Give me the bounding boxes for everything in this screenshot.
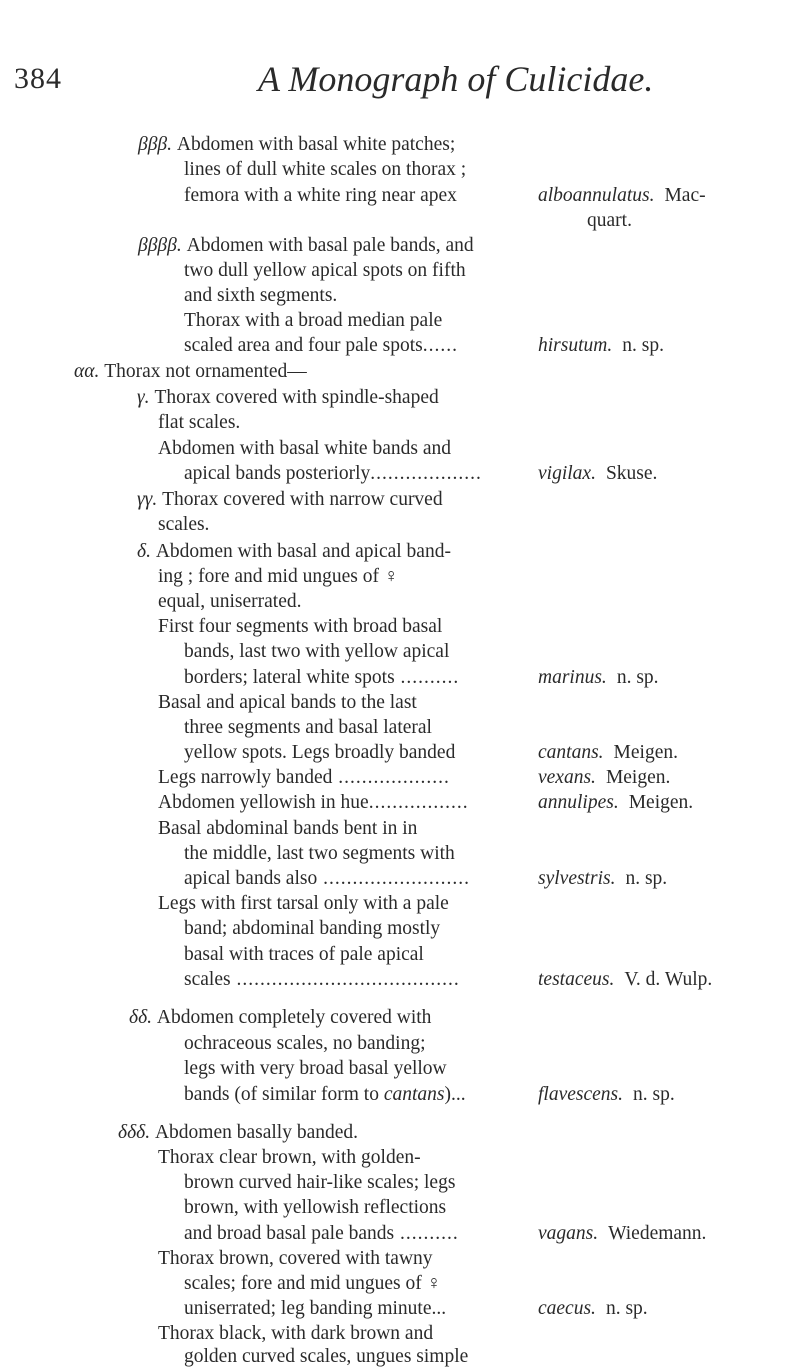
taxon-vigilax: vigilax. Skuse. (538, 463, 658, 484)
key-line: brown, with yellowish reflections (184, 1197, 447, 1218)
key-line: bands (of similar form to cantans)... (184, 1084, 466, 1105)
key-line: ββββ. Abdomen with basal pale bands, and (138, 235, 474, 256)
key-line: the middle, last two segments with (184, 843, 455, 864)
taxon-marinus: marinus. n. sp. (538, 667, 659, 688)
key-line: scales ...................................... (184, 969, 460, 990)
key-line: Legs narrowly banded ................... (158, 767, 450, 788)
key-line: yellow spots. Legs broadly banded (184, 742, 456, 763)
key-line: golden curved scales, ungues simple (184, 1346, 469, 1367)
taxon-caecus: caecus. n. sp. (538, 1298, 648, 1319)
key-line: two dull yellow apical spots on fifth (184, 260, 466, 281)
taxon-vagans: vagans. Wiedemann. (538, 1223, 707, 1244)
key-line: δδ. Abdomen completely covered with (129, 1007, 432, 1028)
taxon-authority-continued: quart. (587, 210, 632, 231)
key-line: apical bands posteriorly................... (184, 463, 482, 484)
key-line: and broad basal pale bands .......... (184, 1223, 459, 1244)
taxon-alboannulatus: alboannulatus. Mac- (538, 185, 706, 206)
key-line: lines of dull white scales on thorax ; (184, 159, 467, 180)
key-line: δ. Abdomen with basal and apical band- (137, 541, 451, 562)
key-line: γ. Thorax covered with spindle-shaped (137, 387, 439, 408)
key-line: and sixth segments. (184, 285, 338, 306)
key-line: γγ. Thorax covered with narrow curved (137, 489, 443, 510)
key-line: Basal abdominal bands bent in in (158, 818, 418, 839)
key-line: bands, last two with yellow apical (184, 641, 450, 662)
key-line: Abdomen yellowish in hue................. (158, 792, 469, 813)
key-line: equal, uniserrated. (158, 591, 302, 612)
key-line: ing ; fore and mid ungues of ♀ (158, 566, 399, 587)
key-line: scales. (158, 514, 210, 535)
key-line: Thorax black, with dark brown and (158, 1323, 434, 1344)
key-line: Abdomen with basal white bands and (158, 438, 451, 459)
taxon-flavescens: flavescens. n. sp. (538, 1084, 675, 1105)
key-line: flat scales. (158, 412, 241, 433)
taxon-cantans: cantans. Meigen. (538, 742, 678, 763)
taxon-hirsutum: hirsutum. n. sp. (538, 335, 664, 356)
taxon-vexans: vexans. Meigen. (538, 767, 671, 788)
key-line: three segments and basal lateral (184, 717, 432, 738)
key-line: band; abdominal banding mostly (184, 918, 441, 939)
running-head: A Monograph of Culicidae. (258, 59, 654, 99)
key-line: Thorax clear brown, with golden- (158, 1147, 421, 1168)
key-line: Thorax brown, covered with tawny (158, 1248, 433, 1269)
key-line: αα. Thorax not ornamented— (74, 361, 307, 382)
key-line: uniserrated; leg banding minute... (184, 1298, 447, 1319)
key-line: apical bands also ......................... (184, 868, 470, 889)
taxon-testaceus: testaceus. V. d. Wulp. (538, 969, 713, 990)
key-line: Legs with first tarsal only with a pale (158, 893, 449, 914)
key-line: βββ. Abdomen with basal white patches; (138, 134, 456, 155)
key-line: Thorax with a broad median pale (184, 310, 443, 331)
key-line: First four segments with broad basal (158, 616, 443, 637)
key-line: borders; lateral white spots .......... (184, 667, 460, 688)
key-line: scaled area and four pale spots...... (184, 335, 459, 356)
taxon-annulipes: annulipes. Meigen. (538, 792, 694, 813)
key-line: Basal and apical bands to the last (158, 692, 417, 713)
page-number: 384 (14, 62, 62, 95)
key-line: ochraceous scales, no banding; (184, 1033, 426, 1054)
key-line: basal with traces of pale apical (184, 944, 424, 965)
taxon-sylvestris: sylvestris. n. sp. (538, 868, 668, 889)
key-line: legs with very broad basal yellow (184, 1058, 447, 1079)
key-line: δδδ. Abdomen basally banded. (118, 1122, 359, 1143)
key-line: brown curved hair-like scales; legs (184, 1172, 456, 1193)
key-line: femora with a white ring near apex (184, 185, 457, 206)
key-line: scales; fore and mid ungues of ♀ (184, 1273, 442, 1294)
